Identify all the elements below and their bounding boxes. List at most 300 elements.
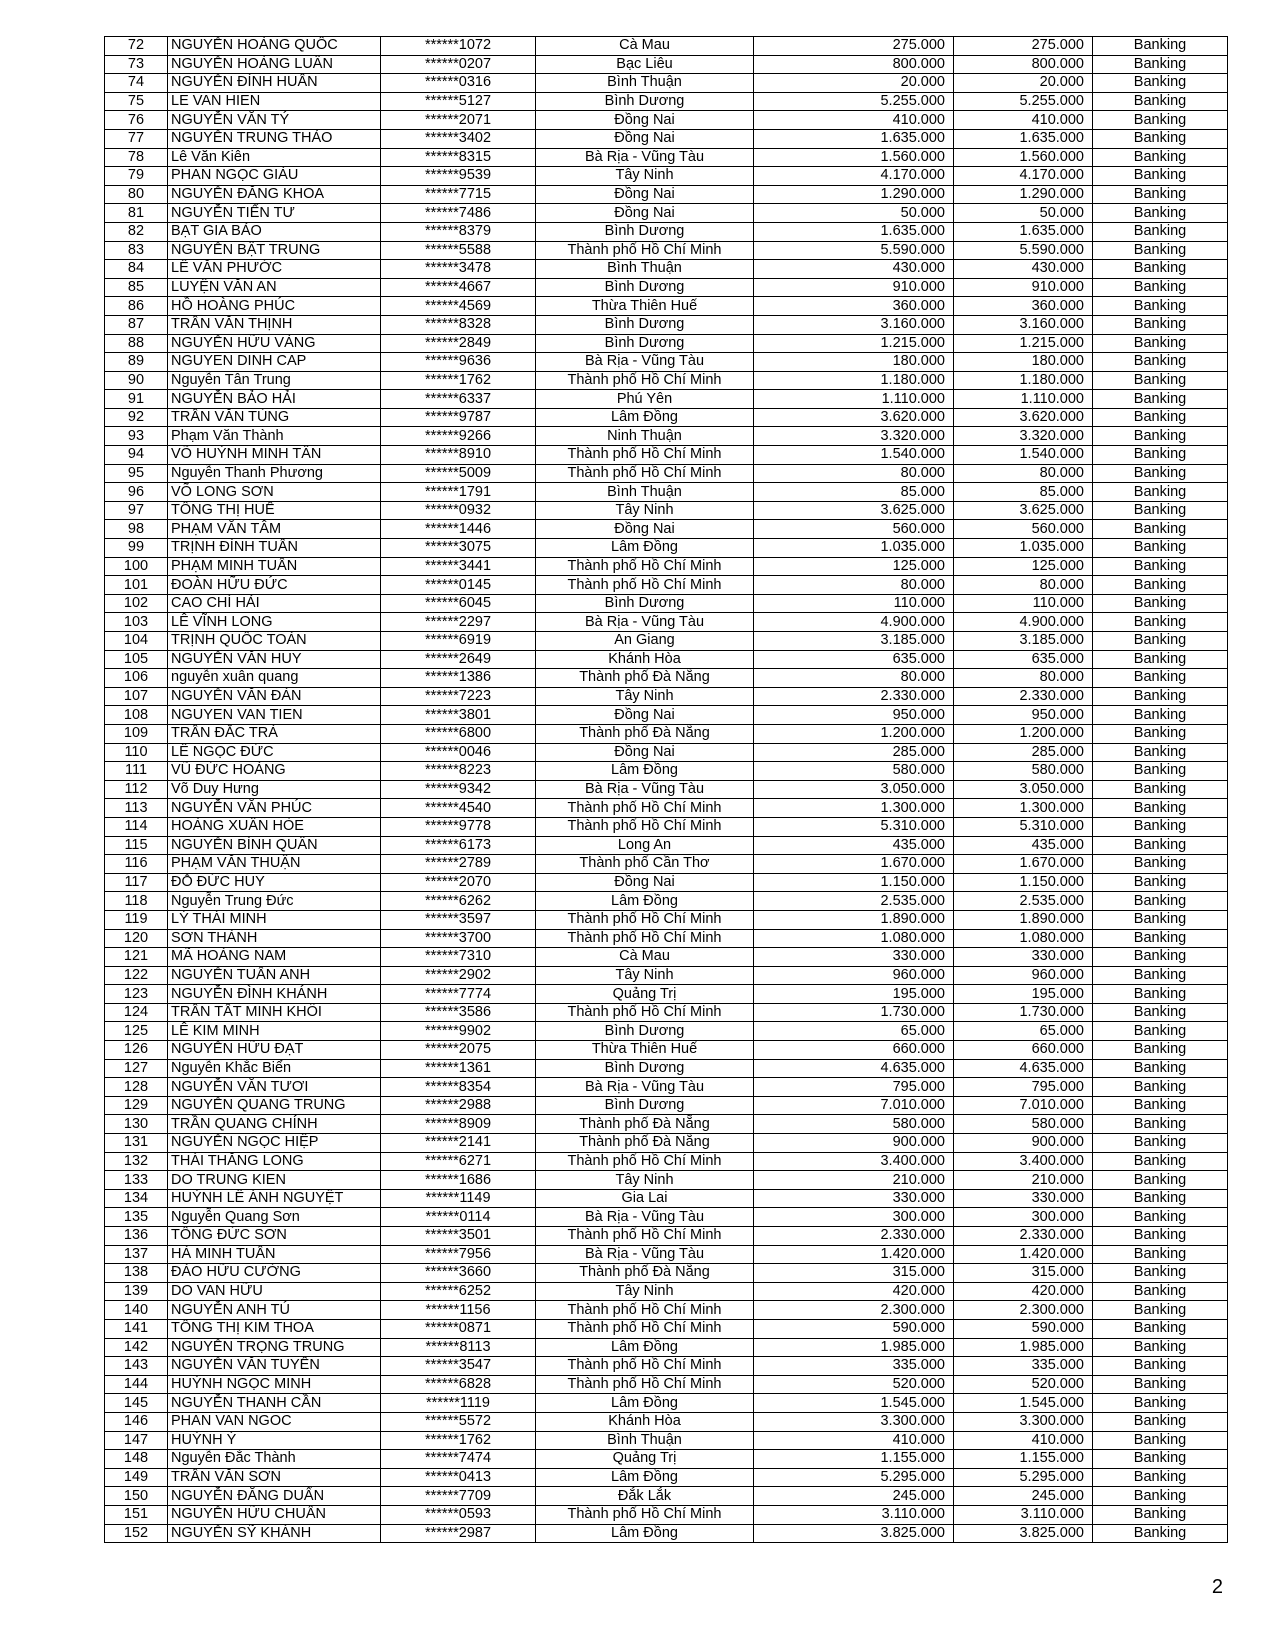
name-cell: LÊ NGỌC ĐỨC: [168, 743, 381, 762]
name-cell: NGUYỄN VĂN TÝ: [168, 111, 381, 130]
amount-cell: 5.590.000: [754, 241, 954, 260]
row-number-cell: 142: [105, 1338, 168, 1357]
table-row: [105, 1152, 1228, 1171]
table-row: [105, 1394, 1228, 1413]
method-cell: Banking: [1093, 1468, 1228, 1487]
method-cell: Banking: [1093, 1078, 1228, 1097]
name-cell: HÀ MINH TUẤN: [168, 1245, 381, 1264]
total-cell: 1.080.000: [954, 929, 1093, 948]
amount-cell: 80.000: [754, 576, 954, 595]
name-cell: HUỲNH NGỌC MINH: [168, 1375, 381, 1394]
province-cell: Tây Ninh: [536, 1171, 754, 1190]
name-cell: NGUYỄN HỮU ĐẠT: [168, 1041, 381, 1060]
total-cell: 1.200.000: [954, 724, 1093, 743]
method-cell: Banking: [1093, 92, 1228, 111]
table-row: [105, 873, 1228, 892]
method-cell: Banking: [1093, 353, 1228, 372]
total-cell: 1.035.000: [954, 539, 1093, 558]
amount-cell: 360.000: [754, 297, 954, 316]
account-cell: ******8910: [381, 446, 536, 465]
province-cell: Bình Dương: [536, 222, 754, 241]
total-cell: 4.900.000: [954, 613, 1093, 632]
account-cell: ******0145: [381, 576, 536, 595]
province-cell: Thành phố Hồ Chí Minh: [536, 1375, 754, 1394]
method-cell: Banking: [1093, 576, 1228, 595]
table-row: [105, 1319, 1228, 1338]
method-cell: Banking: [1093, 910, 1228, 929]
province-cell: Quảng Trị: [536, 1450, 754, 1469]
province-cell: Cà Mau: [536, 948, 754, 967]
total-cell: 1.635.000: [954, 129, 1093, 148]
row-number-cell: 106: [105, 669, 168, 688]
name-cell: DO VAN HỮU: [168, 1282, 381, 1301]
method-cell: Banking: [1093, 594, 1228, 613]
province-cell: Bình Dương: [536, 1022, 754, 1041]
account-cell: ******9636: [381, 353, 536, 372]
amount-cell: 80.000: [754, 464, 954, 483]
amount-cell: 195.000: [754, 985, 954, 1004]
method-cell: Banking: [1093, 1245, 1228, 1264]
province-cell: Lâm Đồng: [536, 408, 754, 427]
name-cell: SƠN THÀNH: [168, 929, 381, 948]
province-cell: Thành phố Cần Thơ: [536, 855, 754, 874]
table-row: [105, 408, 1228, 427]
table-row: [105, 483, 1228, 502]
method-cell: Banking: [1093, 539, 1228, 558]
amount-cell: 1.180.000: [754, 371, 954, 390]
method-cell: Banking: [1093, 315, 1228, 334]
province-cell: Ninh Thuận: [536, 427, 754, 446]
name-cell: Võ Duy Hưng: [168, 780, 381, 799]
total-cell: 3.050.000: [954, 780, 1093, 799]
amount-cell: 1.290.000: [754, 185, 954, 204]
name-cell: TRẦN VĂN TÙNG: [168, 408, 381, 427]
province-cell: Lâm Đồng: [536, 539, 754, 558]
method-cell: Banking: [1093, 520, 1228, 539]
amount-cell: 3.300.000: [754, 1412, 954, 1431]
row-number-cell: 148: [105, 1450, 168, 1469]
account-cell: ******7474: [381, 1450, 536, 1469]
row-number-cell: 73: [105, 55, 168, 74]
row-number-cell: 128: [105, 1078, 168, 1097]
total-cell: 330.000: [954, 1189, 1093, 1208]
amount-cell: 1.545.000: [754, 1394, 954, 1413]
table-row: [105, 1431, 1228, 1450]
account-cell: ******1072: [381, 37, 536, 56]
account-cell: ******2789: [381, 855, 536, 874]
province-cell: Phú Yên: [536, 390, 754, 409]
table-row: [105, 817, 1228, 836]
table-row: [105, 1468, 1228, 1487]
table-row: [105, 1115, 1228, 1134]
account-cell: ******4667: [381, 278, 536, 297]
method-cell: Banking: [1093, 464, 1228, 483]
name-cell: NGUYỄN TRUNG THẢO: [168, 129, 381, 148]
total-cell: 430.000: [954, 260, 1093, 279]
account-cell: ******2988: [381, 1096, 536, 1115]
row-number-cell: 88: [105, 334, 168, 353]
name-cell: TRẦN QUANG CHÍNH: [168, 1115, 381, 1134]
name-cell: NGUYỄN ĐĂNG DUẨN: [168, 1487, 381, 1506]
account-cell: ******6262: [381, 892, 536, 911]
table-row: [105, 687, 1228, 706]
account-cell: ******8113: [381, 1338, 536, 1357]
province-cell: Thành phố Đà Nẵng: [536, 1115, 754, 1134]
table-row: [105, 1022, 1228, 1041]
account-cell: ******8223: [381, 762, 536, 781]
amount-cell: 3.160.000: [754, 315, 954, 334]
table-row: [105, 1524, 1228, 1543]
table-row: [105, 576, 1228, 595]
name-cell: TỐNG THỊ HUẾ: [168, 501, 381, 520]
amount-cell: 245.000: [754, 1487, 954, 1506]
table-row: [105, 92, 1228, 111]
amount-cell: 1.080.000: [754, 929, 954, 948]
method-cell: Banking: [1093, 1282, 1228, 1301]
province-cell: Thành phố Hồ Chí Minh: [536, 576, 754, 595]
province-cell: Thành phố Đà Nẵng: [536, 724, 754, 743]
account-cell: ******0316: [381, 74, 536, 93]
name-cell: NGUYỄN BẢO HẢI: [168, 390, 381, 409]
account-cell: ******0046: [381, 743, 536, 762]
amount-cell: 2.300.000: [754, 1301, 954, 1320]
name-cell: LÊ KIM MINH: [168, 1022, 381, 1041]
table-row: [105, 1041, 1228, 1060]
province-cell: Thừa Thiên Huế: [536, 297, 754, 316]
amount-cell: 1.540.000: [754, 446, 954, 465]
total-cell: 20.000: [954, 74, 1093, 93]
total-cell: 4.635.000: [954, 1059, 1093, 1078]
total-cell: 80.000: [954, 576, 1093, 595]
amount-cell: 85.000: [754, 483, 954, 502]
name-cell: HOÀNG XUÂN HÒE: [168, 817, 381, 836]
name-cell: NGUYỄN VĂN PHÚC: [168, 799, 381, 818]
table-body: [105, 37, 1228, 1543]
row-number-cell: 79: [105, 167, 168, 186]
method-cell: Banking: [1093, 780, 1228, 799]
name-cell: PHAN NGỌC GIÀU: [168, 167, 381, 186]
table-row: [105, 948, 1228, 967]
row-number-cell: 127: [105, 1059, 168, 1078]
account-cell: ******6271: [381, 1152, 536, 1171]
method-cell: Banking: [1093, 817, 1228, 836]
row-number-cell: 91: [105, 390, 168, 409]
name-cell: TRẦN ĐẮC TRÀ: [168, 724, 381, 743]
name-cell: Nguyễn Trung Đức: [168, 892, 381, 911]
method-cell: Banking: [1093, 1189, 1228, 1208]
account-cell: ******3801: [381, 706, 536, 725]
account-cell: ******0593: [381, 1505, 536, 1524]
total-cell: 3.625.000: [954, 501, 1093, 520]
method-cell: Banking: [1093, 408, 1228, 427]
table-row: [105, 1171, 1228, 1190]
method-cell: Banking: [1093, 278, 1228, 297]
province-cell: Thành phố Hồ Chí Minh: [536, 557, 754, 576]
table-row: [105, 1264, 1228, 1283]
province-cell: Lâm Đồng: [536, 1338, 754, 1357]
account-cell: ******3402: [381, 129, 536, 148]
row-number-cell: 98: [105, 520, 168, 539]
row-number-cell: 82: [105, 222, 168, 241]
name-cell: NGUYỄN TRỌNG TRUNG: [168, 1338, 381, 1357]
account-cell: ******6337: [381, 390, 536, 409]
name-cell: CAO CHÍ HẢI: [168, 594, 381, 613]
province-cell: Đồng Nai: [536, 185, 754, 204]
name-cell: NGUYỄN NGỌC HIỆP: [168, 1134, 381, 1153]
total-cell: 125.000: [954, 557, 1093, 576]
province-cell: Tây Ninh: [536, 167, 754, 186]
province-cell: Thành phố Hồ Chí Minh: [536, 1319, 754, 1338]
method-cell: Banking: [1093, 1412, 1228, 1431]
province-cell: An Giang: [536, 632, 754, 651]
method-cell: Banking: [1093, 1171, 1228, 1190]
province-cell: Thành phố Hồ Chí Minh: [536, 929, 754, 948]
account-cell: ******1156: [381, 1301, 536, 1320]
province-cell: Đắk Lắk: [536, 1487, 754, 1506]
name-cell: NGUYEN VAN TIEN: [168, 706, 381, 725]
row-number-cell: 77: [105, 129, 168, 148]
row-number-cell: 130: [105, 1115, 168, 1134]
total-cell: 1.560.000: [954, 148, 1093, 167]
method-cell: Banking: [1093, 148, 1228, 167]
province-cell: Bình Dương: [536, 594, 754, 613]
name-cell: PHẠM MINH TUẤN: [168, 557, 381, 576]
method-cell: Banking: [1093, 613, 1228, 632]
account-cell: ******6919: [381, 632, 536, 651]
total-cell: 5.310.000: [954, 817, 1093, 836]
amount-cell: 4.900.000: [754, 613, 954, 632]
table-row: [105, 1338, 1228, 1357]
total-cell: 5.295.000: [954, 1468, 1093, 1487]
name-cell: TRẦN VĂN THỊNH: [168, 315, 381, 334]
province-cell: Thành phố Hồ Chí Minh: [536, 910, 754, 929]
account-cell: ******9787: [381, 408, 536, 427]
table-row: [105, 762, 1228, 781]
method-cell: Banking: [1093, 1227, 1228, 1246]
name-cell: NGUYEN DINH CAP: [168, 353, 381, 372]
amount-cell: 5.295.000: [754, 1468, 954, 1487]
amount-cell: 3.625.000: [754, 501, 954, 520]
account-cell: ******6045: [381, 594, 536, 613]
amount-cell: 580.000: [754, 762, 954, 781]
account-cell: ******6173: [381, 836, 536, 855]
amount-cell: 3.050.000: [754, 780, 954, 799]
method-cell: Banking: [1093, 1022, 1228, 1041]
province-cell: Khánh Hòa: [536, 650, 754, 669]
province-cell: Đồng Nai: [536, 706, 754, 725]
name-cell: DO TRUNG KIEN: [168, 1171, 381, 1190]
name-cell: LÊ VĂN PHƯỚC: [168, 260, 381, 279]
name-cell: NGUYỄN QUANG TRUNG: [168, 1096, 381, 1115]
table-row: [105, 632, 1228, 651]
amount-cell: 4.635.000: [754, 1059, 954, 1078]
account-cell: ******6828: [381, 1375, 536, 1394]
row-number-cell: 151: [105, 1505, 168, 1524]
row-number-cell: 139: [105, 1282, 168, 1301]
amount-cell: 4.170.000: [754, 167, 954, 186]
account-cell: ******8354: [381, 1078, 536, 1097]
amount-cell: 520.000: [754, 1375, 954, 1394]
total-cell: 435.000: [954, 836, 1093, 855]
method-cell: Banking: [1093, 1134, 1228, 1153]
row-number-cell: 117: [105, 873, 168, 892]
account-cell: ******0207: [381, 55, 536, 74]
account-cell: ******2649: [381, 650, 536, 669]
account-cell: ******3547: [381, 1357, 536, 1376]
province-cell: Bình Dương: [536, 1096, 754, 1115]
method-cell: Banking: [1093, 1319, 1228, 1338]
total-cell: 2.300.000: [954, 1301, 1093, 1320]
account-cell: ******9539: [381, 167, 536, 186]
amount-cell: 1.150.000: [754, 873, 954, 892]
province-cell: Lâm Đồng: [536, 1524, 754, 1543]
account-cell: ******5009: [381, 464, 536, 483]
row-number-cell: 113: [105, 799, 168, 818]
account-cell: ******2071: [381, 111, 536, 130]
name-cell: NGUYỄN THANH CẦN: [168, 1394, 381, 1413]
row-number-cell: 120: [105, 929, 168, 948]
name-cell: TRẦN VĂN SƠN: [168, 1468, 381, 1487]
table-row: [105, 1134, 1228, 1153]
province-cell: Tây Ninh: [536, 966, 754, 985]
total-cell: 2.535.000: [954, 892, 1093, 911]
row-number-cell: 150: [105, 1487, 168, 1506]
method-cell: Banking: [1093, 966, 1228, 985]
row-number-cell: 75: [105, 92, 168, 111]
total-cell: 1.730.000: [954, 1003, 1093, 1022]
account-cell: ******0932: [381, 501, 536, 520]
total-cell: 800.000: [954, 55, 1093, 74]
row-number-cell: 102: [105, 594, 168, 613]
account-cell: ******5588: [381, 241, 536, 260]
table-row: [105, 1227, 1228, 1246]
row-number-cell: 124: [105, 1003, 168, 1022]
table-row: [105, 1375, 1228, 1394]
amount-cell: 80.000: [754, 669, 954, 688]
name-cell: NGUYỄN BÌNH QUÂN: [168, 836, 381, 855]
province-cell: Thừa Thiên Huế: [536, 1041, 754, 1060]
row-number-cell: 149: [105, 1468, 168, 1487]
row-number-cell: 94: [105, 446, 168, 465]
name-cell: NGUYỄN TIẾN TƯ: [168, 204, 381, 223]
amount-cell: 2.330.000: [754, 687, 954, 706]
total-cell: 285.000: [954, 743, 1093, 762]
amount-cell: 20.000: [754, 74, 954, 93]
row-number-cell: 133: [105, 1171, 168, 1190]
total-cell: 580.000: [954, 762, 1093, 781]
account-cell: ******9266: [381, 427, 536, 446]
table-row: [105, 1412, 1228, 1431]
table-row: [105, 204, 1228, 223]
province-cell: Bà Rịa - Vũng Tàu: [536, 353, 754, 372]
amount-cell: 3.320.000: [754, 427, 954, 446]
account-cell: ******3597: [381, 910, 536, 929]
total-cell: 520.000: [954, 1375, 1093, 1394]
amount-cell: 1.985.000: [754, 1338, 954, 1357]
account-cell: ******0413: [381, 1468, 536, 1487]
province-cell: Bình Dương: [536, 92, 754, 111]
row-number-cell: 81: [105, 204, 168, 223]
account-cell: ******2141: [381, 1134, 536, 1153]
method-cell: Banking: [1093, 762, 1228, 781]
amount-cell: 7.010.000: [754, 1096, 954, 1115]
account-cell: ******7310: [381, 948, 536, 967]
province-cell: Bình Thuận: [536, 74, 754, 93]
province-cell: Lâm Đồng: [536, 1468, 754, 1487]
name-cell: PHẠM VĂN THUẬN: [168, 855, 381, 874]
account-cell: ******7956: [381, 1245, 536, 1264]
province-cell: Tây Ninh: [536, 1282, 754, 1301]
method-cell: Banking: [1093, 55, 1228, 74]
name-cell: Nguyễn Quang Sơn: [168, 1208, 381, 1227]
total-cell: 1.110.000: [954, 390, 1093, 409]
province-cell: Tây Ninh: [536, 687, 754, 706]
province-cell: Thành phố Hồ Chí Minh: [536, 817, 754, 836]
name-cell: NGUYỄN HOÀNG LUÂN: [168, 55, 381, 74]
name-cell: NGUYỄN TUẤN ANH: [168, 966, 381, 985]
province-cell: Bà Rịa - Vũng Tàu: [536, 780, 754, 799]
method-cell: Banking: [1093, 929, 1228, 948]
table-row: [105, 985, 1228, 1004]
amount-cell: 420.000: [754, 1282, 954, 1301]
row-number-cell: 92: [105, 408, 168, 427]
name-cell: ĐÀO HỮU CƯỜNG: [168, 1264, 381, 1283]
account-cell: ******1149: [381, 1189, 536, 1208]
table-row: [105, 222, 1228, 241]
account-cell: ******0114: [381, 1208, 536, 1227]
account-cell: ******7774: [381, 985, 536, 1004]
table-row: [105, 650, 1228, 669]
province-cell: Long An: [536, 836, 754, 855]
account-cell: ******2070: [381, 873, 536, 892]
method-cell: Banking: [1093, 1115, 1228, 1134]
name-cell: Nguyễn Đắc Thành: [168, 1450, 381, 1469]
account-cell: ******3700: [381, 929, 536, 948]
total-cell: 335.000: [954, 1357, 1093, 1376]
total-cell: 275.000: [954, 37, 1093, 56]
name-cell: VÕ HUỲNH MINH TÂN: [168, 446, 381, 465]
row-number-cell: 115: [105, 836, 168, 855]
total-cell: 2.330.000: [954, 687, 1093, 706]
province-cell: Thành phố Đà Nẵng: [536, 1134, 754, 1153]
table-row: [105, 74, 1228, 93]
amount-cell: 1.200.000: [754, 724, 954, 743]
row-number-cell: 116: [105, 855, 168, 874]
total-cell: 3.185.000: [954, 632, 1093, 651]
account-cell: ******0871: [381, 1319, 536, 1338]
table-row: [105, 129, 1228, 148]
total-cell: 360.000: [954, 297, 1093, 316]
table-row: [105, 594, 1228, 613]
amount-cell: 410.000: [754, 1431, 954, 1450]
row-number-cell: 100: [105, 557, 168, 576]
method-cell: Banking: [1093, 204, 1228, 223]
province-cell: Bình Thuận: [536, 1431, 754, 1450]
amount-cell: 1.215.000: [754, 334, 954, 353]
row-number-cell: 131: [105, 1134, 168, 1153]
province-cell: Thành phố Đà Nẵng: [536, 1264, 754, 1283]
row-number-cell: 83: [105, 241, 168, 260]
amount-cell: 910.000: [754, 278, 954, 297]
name-cell: Lê Văn Kiên: [168, 148, 381, 167]
table-row: [105, 799, 1228, 818]
total-cell: 1.985.000: [954, 1338, 1093, 1357]
method-cell: Banking: [1093, 557, 1228, 576]
row-number-cell: 84: [105, 260, 168, 279]
province-cell: Tây Ninh: [536, 501, 754, 520]
row-number-cell: 97: [105, 501, 168, 520]
total-cell: 3.320.000: [954, 427, 1093, 446]
